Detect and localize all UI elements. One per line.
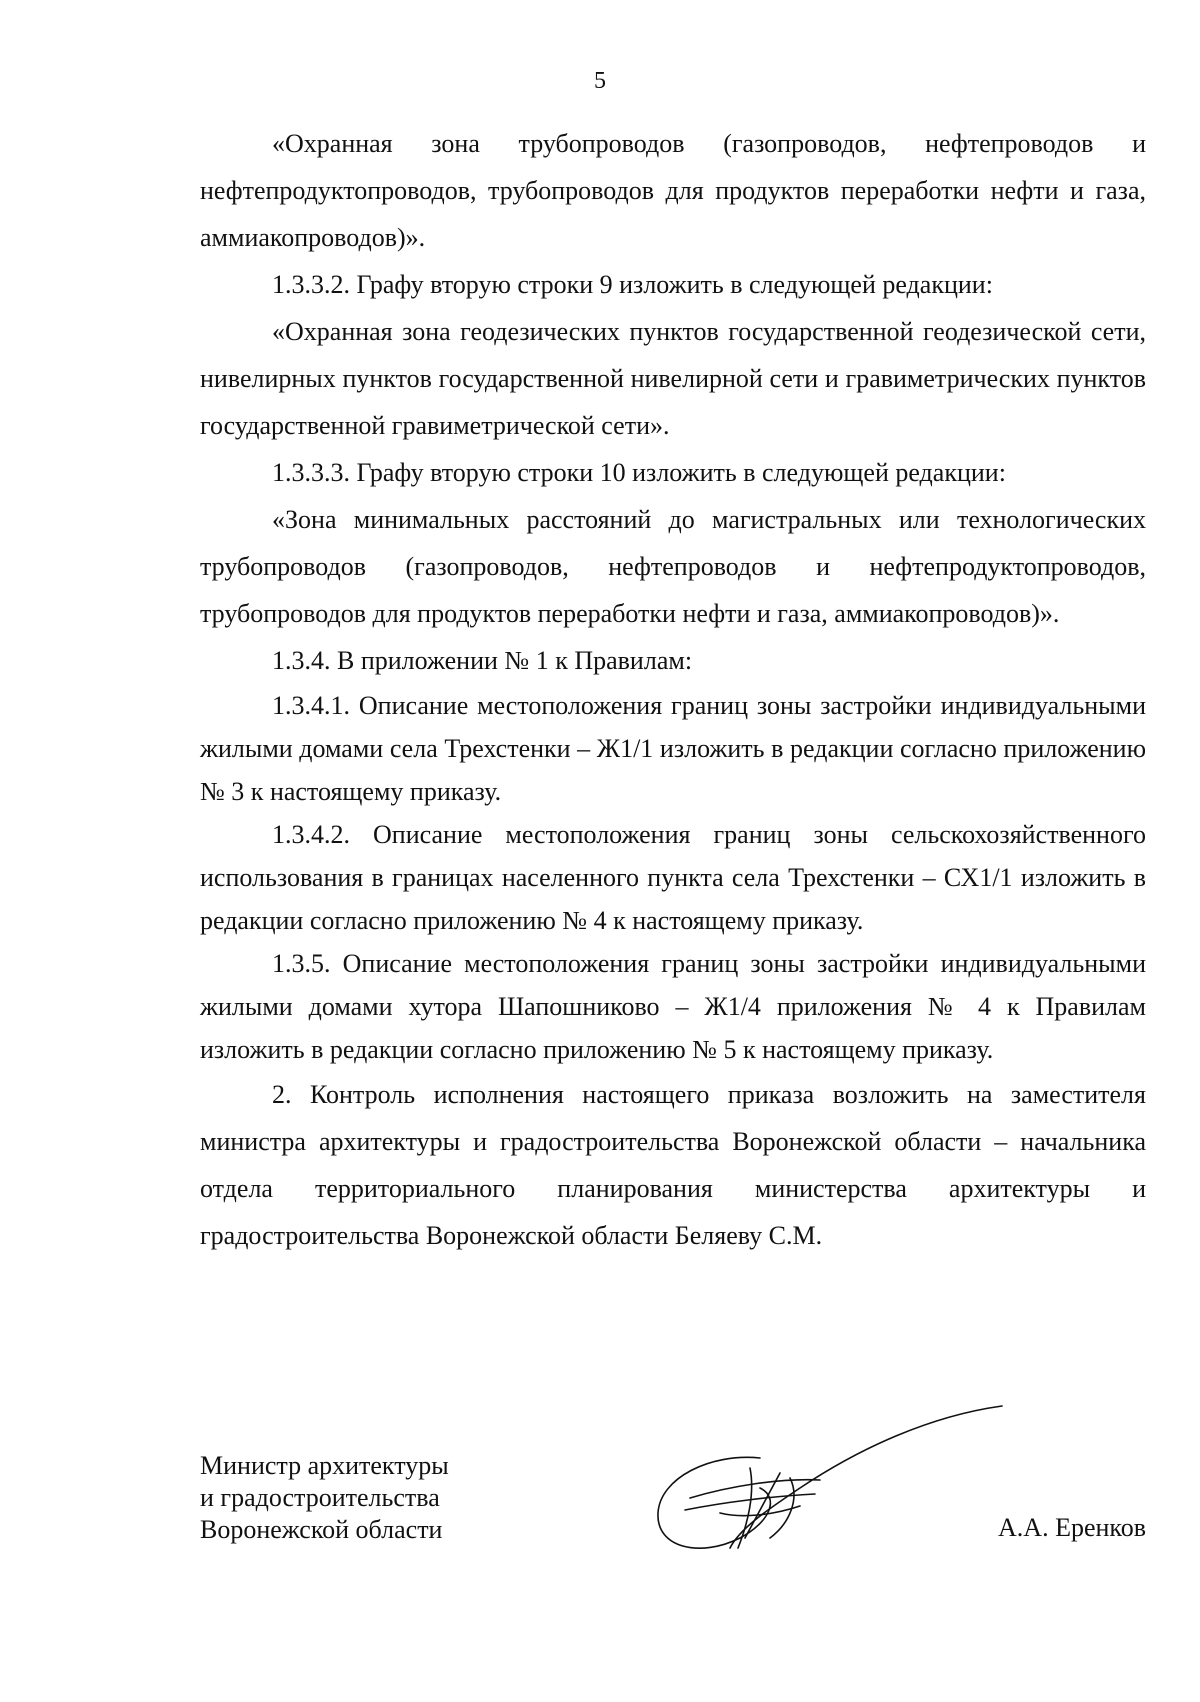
signer-position-line: Воронежской области [200,1515,443,1544]
signer-position-line: и градостроительства [200,1483,440,1512]
page-number: 5 [594,68,606,94]
signer-position-line: Министр архитектуры [200,1451,449,1480]
paragraph: «Охранная зона геодезических пунктов государственной геодезической сети, нивелирных пунктов государственной нивелирной сети и гравиметрических пунктов государственной гравиметрической сети». [200,317,1146,440]
paragraph: 1.3.4. В приложении № 1 к Правилам: [272,646,693,675]
paragraph: 1.3.3.3. Графу вторую строки 10 изложить в следующей редакции: [272,458,1006,487]
paragraph: 2. Контроль исполнения настоящего приказа возложить на заместителя министра архитектуры и градостроительства Воронежской области – начальника отдела территориального планирования министерства архитектуры и градостроительства Воронежской области Беляеву С.М. [200,1080,1146,1250]
paragraph: 1.3.4.2. Описание местоположения границ зоны сельскохозяйственного использования в границах населенного пункта села Трехстенки – СХ1/1 изложить в редакции согласно приложению № 4 к настоящему приказу. [200,820,1146,935]
document-body [200,120,1146,1259]
signer-position [200,1450,449,1546]
paragraph: «Зона минимальных расстояний до магистральных или технологических трубопроводов (газопроводов, нефтепроводов и нефтепродуктопроводов, трубопроводов для продуктов переработки нефти и газа, аммиакопроводов)». [200,505,1146,628]
paragraph: 1.3.5. Описание местоположения границ зоны застройки индивидуальными жилыми домами хутора Шапошниково – Ж1/4 приложения № 4 к Правилам изложить в редакции согласно приложению № 5 к настоящему приказу. [200,949,1146,1064]
signature-block [200,1450,1146,1600]
paragraph: 1.3.4.1. Описание местоположения границ зоны застройки индивидуальными жилыми домами села Трехстенки – Ж1/1 изложить в редакции согласно приложению № 3 к настоящему приказу. [200,691,1146,806]
signer-name: А.А. Еренков [998,1513,1146,1542]
paragraph: «Охранная зона трубопроводов (газопроводов, нефтепроводов и нефтепродуктопроводов, трубопроводов для продуктов переработки нефти и газа, аммиакопроводов)». [200,129,1146,252]
handwritten-signature-icon [630,1398,1020,1568]
paragraph: 1.3.3.2. Графу вторую строки 9 изложить в следующей редакции: [272,270,993,299]
